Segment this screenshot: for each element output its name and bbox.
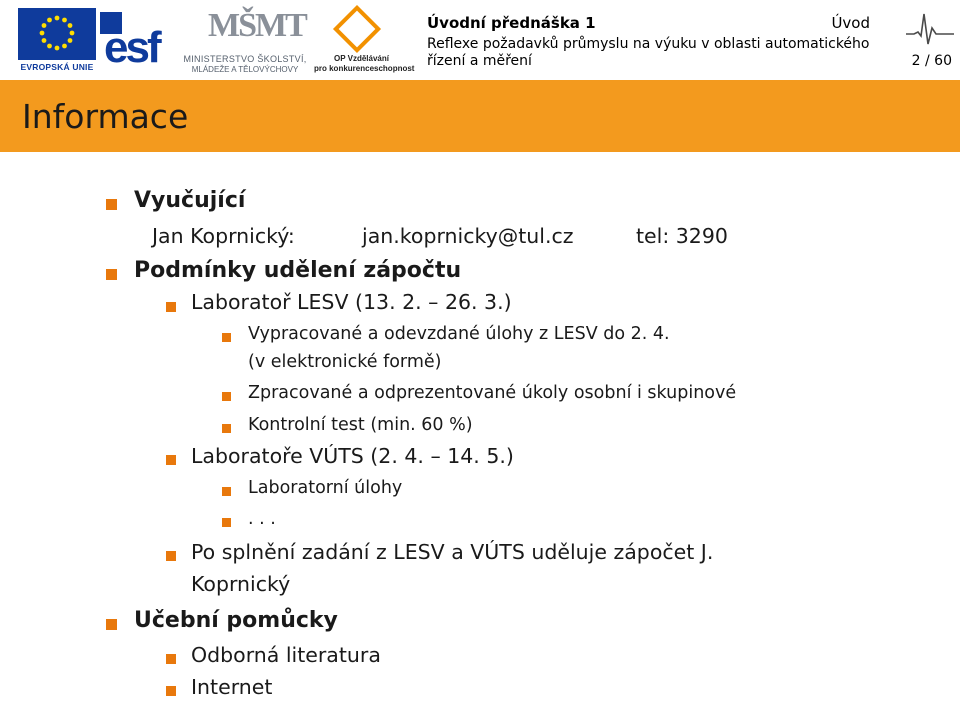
msmt-logo-icon: MŠMT (208, 7, 306, 44)
lab-vuts: Laboratoře VÚTS (2. 4. – 14. 5.) (191, 444, 514, 468)
bullet-icon (166, 302, 176, 312)
bullet-icon (222, 333, 231, 342)
list-item: Odborná literatura (191, 643, 381, 667)
presentation-subtitle-line2: řízení a měření (427, 53, 532, 69)
list-item: Kontrolní test (min. 60 %) (248, 415, 473, 435)
bullet-icon (166, 551, 176, 561)
bullet-icon (106, 199, 117, 210)
heading-zapocet: Podmínky udělení zápočtu (134, 258, 462, 283)
heading-pomucky: Učební pomůcky (134, 608, 338, 633)
eu-flag-icon (18, 8, 96, 60)
slide-title: Informace (22, 97, 189, 136)
list-item: (v elektronické formě) (248, 352, 442, 372)
esf-logo-text: esf (104, 23, 159, 72)
bullet-icon (222, 424, 231, 433)
teacher-phone: tel: 3290 (636, 224, 728, 248)
bullet-icon (222, 487, 231, 496)
lab-lesv: Laboratoř LESV (13. 2. – 26. 3.) (191, 290, 512, 314)
op-logo-line1: OP Vzdělávání (334, 54, 389, 63)
msmt-logo-line2: MLÁDEŽE A TĚLOVÝCHOVY (191, 65, 299, 74)
esf-logo (100, 6, 174, 72)
section-title[interactable]: Úvod (831, 14, 870, 32)
credit-condition-line1: Po splnění zadání z LESV a VÚTS uděluje zápočet J. (191, 540, 714, 564)
lecture-title[interactable]: Úvodní přednáška 1 (427, 14, 596, 32)
waveform-icon (906, 10, 954, 48)
list-item: Internet (191, 675, 273, 699)
bullet-icon (166, 686, 176, 696)
bullet-icon (222, 518, 231, 527)
bullet-icon (166, 654, 176, 664)
heading-vyucujici: Vyučující (134, 188, 246, 213)
bullet-icon (166, 455, 176, 465)
slide-content (0, 152, 960, 702)
presentation-subtitle-line1: Reflexe požadavků průmyslu na výuku v oblasti automatického (427, 36, 870, 52)
bullet-icon (222, 392, 231, 401)
slide-title-bar (0, 80, 960, 152)
list-item: Laboratorní úlohy (248, 478, 403, 498)
msmt-logo-line1: MINISTERSTVO ŠKOLSTVÍ, (183, 54, 307, 64)
page-counter: 2 / 60 (911, 53, 952, 69)
op-logo (314, 8, 415, 74)
list-item: . . . (248, 509, 276, 529)
credit-condition-line2: Koprnický (191, 572, 291, 596)
bullet-icon (106, 619, 117, 630)
op-logo-line2: pro konkurenceschopnost (314, 64, 415, 73)
teacher-name: Jan Koprnický: (152, 224, 295, 248)
msmt-logo (178, 6, 312, 76)
list-item: Zpracované a odprezentované úkoly osobní i skupinové (248, 383, 737, 403)
teacher-email[interactable]: jan.koprnicky@tul.cz (362, 224, 574, 248)
op-logo-icon (333, 5, 381, 53)
bullet-icon (106, 269, 117, 280)
list-item: Vypracované a odevzdané úlohy z LESV do 2. 4. (248, 324, 670, 344)
slide-header (0, 0, 960, 78)
eu-logo (18, 8, 96, 74)
eu-logo-text: EVROPSKÁ UNIE (20, 62, 94, 72)
